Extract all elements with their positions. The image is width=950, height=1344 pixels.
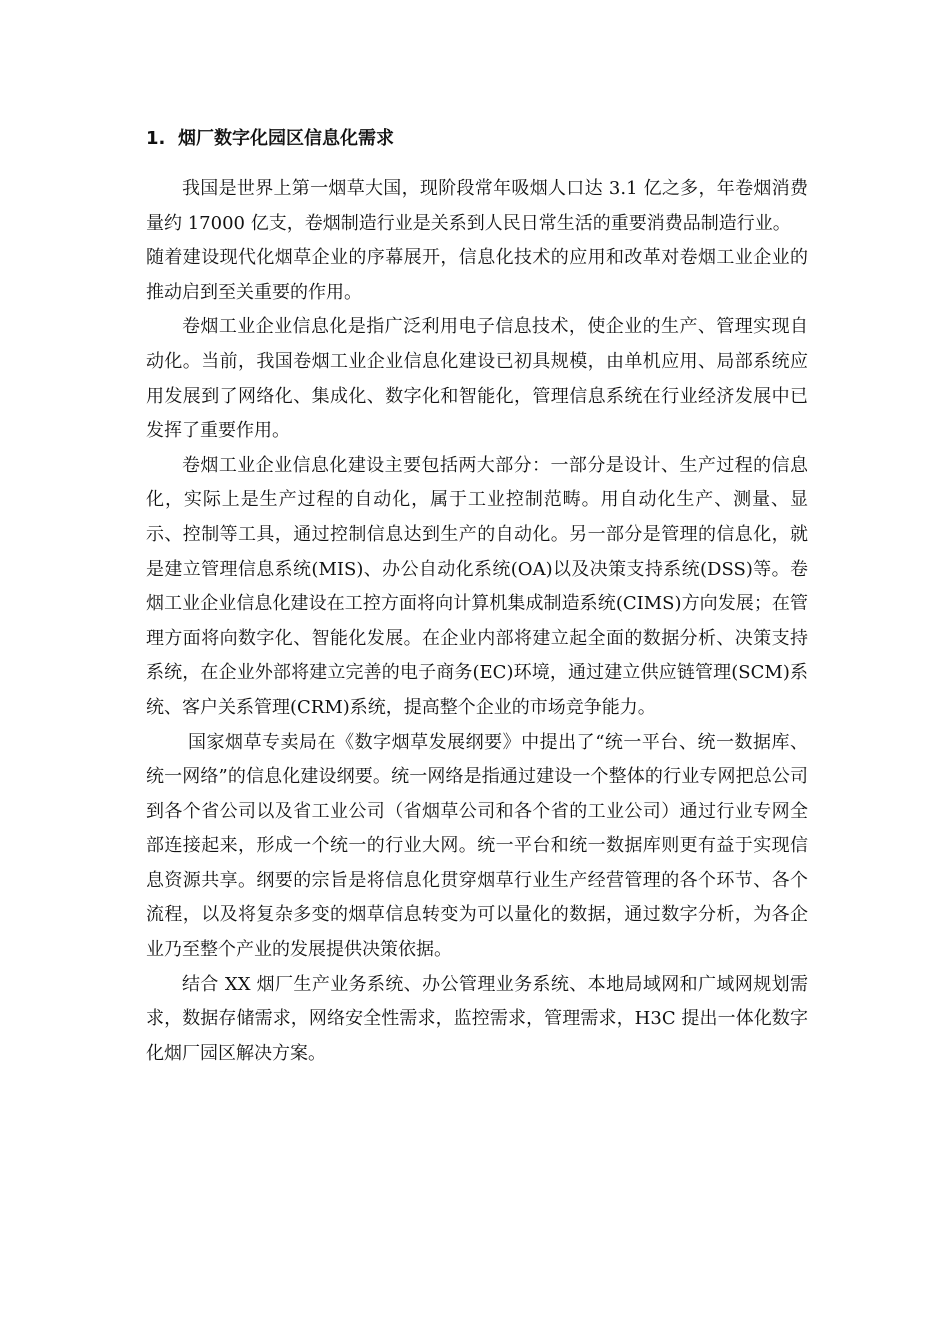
paragraph-intro: 我国是世界上第一烟草大国，现阶段常年吸烟人口达 3.1 亿之多，年卷烟消费量约 17000 亿支，卷烟制造行业是关系到人民日常生活的重要消费品制造行业。 xyxy=(146,178,808,234)
section-heading xyxy=(146,124,808,154)
paragraph-informatization-definition: 卷烟工业企业信息化是指广泛利用电子信息技术，使企业的生产、管理实现自动化。当前，我国卷烟工业企业信息化建设已初具规模，由单机应用、局部系统应用发展到了网络化、集成化、数字化和智能化，管理信息系统在行业经济发展中已发挥了重要作用。 xyxy=(146,316,808,442)
section-title: 烟厂数字化园区信息化需求 xyxy=(178,128,394,149)
document-page xyxy=(146,124,808,1071)
paragraph-digital-tobacco-outline: 国家烟草专卖局在《数字烟草发展纲要》中提出了“统一平台、统一数据库、统一网络”的信息化建设纲要。统一网络是指通过建设一个整体的行业专网把总公司到各个省公司以及省工业公司（省烟草公司和各个省的工业公司）通过行业专网全部连接起来，形成一个统一的行业大网。统一平台和统一数据库则更有益于实现信息资源共享。纲要的宗旨是将信息化贯穿烟草行业生产经营管理的各个环节、各个流程，以及将复杂多变的烟草信息转变为可以量化的数据，通过数字分析，为各企业乃至整个产业的发展提供决策依据。 xyxy=(146,731,808,961)
paragraph-two-parts: 卷烟工业企业信息化建设主要包括两大部分：一部分是设计、生产过程的信息化，实际上是生产过程的自动化，属于工业控制范畴。用自动化生产、测量、显示、控制等工具，通过控制信息达到生产的自动化。另一部分是管理的信息化，就是建立管理信息系统(MIS)、办公自动化系统(OA)以及决策支持系统(DSS)等。卷烟工业企业信息化建设在工控方面将向计算机集成制造系统(CIMS)方向发展；在管理方面将向数字化、智能化发展。在企业内部将建立起全面的数据分析、决策支持系统，在企业外部将建立完善的电子商务(EC)环境，通过建立供应链管理(SCM)系统、客户关系管理(CRM)系统，提高整个企业的市场竞争能力。 xyxy=(146,454,808,718)
paragraph-modernization: 随着建设现代化烟草企业的序幕展开，信息化技术的应用和改革对卷烟工业企业的推动启到至关重要的作用。 xyxy=(146,247,808,303)
section-number: 1. xyxy=(146,128,166,149)
paragraph-solution: 结合 XX 烟厂生产业务系统、办公管理业务系统、本地局域网和广域网规划需求，数据存储需求，网络安全性需求，监控需求，管理需求，H3C 提出一体化数字化烟厂园区解决方案。 xyxy=(146,973,808,1064)
